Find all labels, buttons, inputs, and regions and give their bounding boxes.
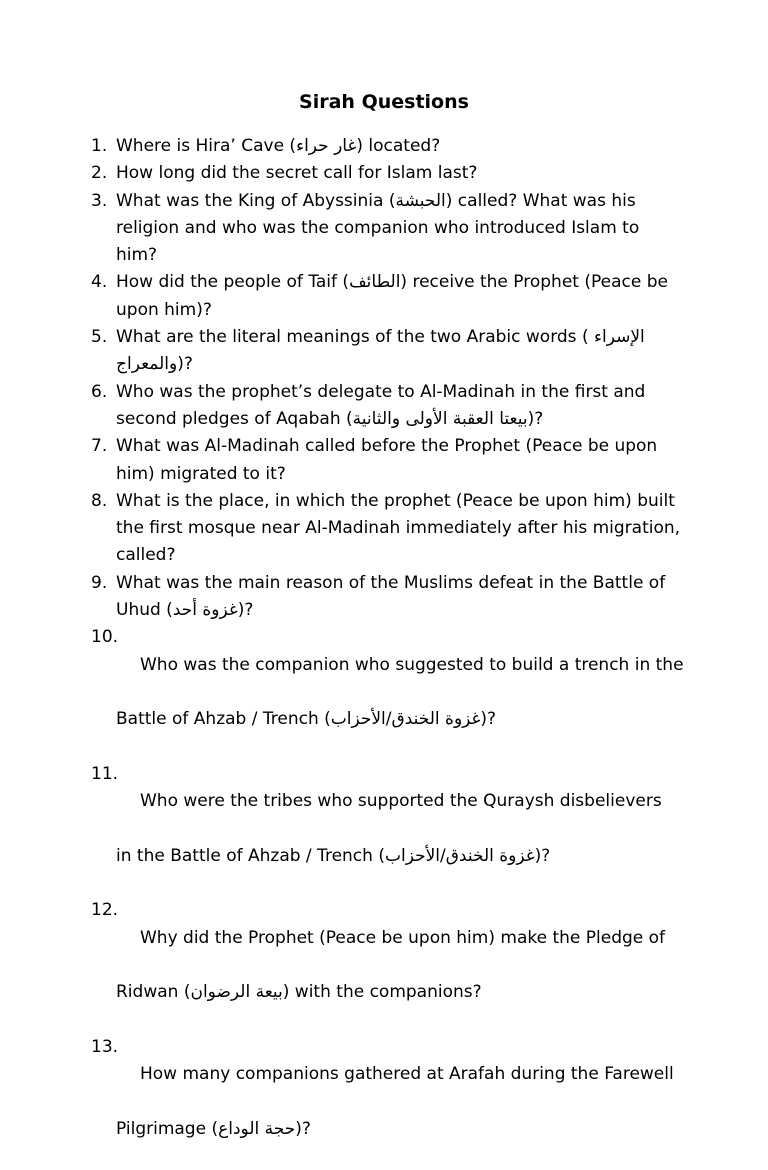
question-number: 5. xyxy=(91,327,108,348)
question-item-13 xyxy=(91,1034,691,1170)
page-title: Sirah Questions xyxy=(299,91,469,113)
question-number: 9. xyxy=(91,572,108,593)
question-item-6 xyxy=(91,379,691,434)
question-text: What is the place, in which the prophet (Peace be upon him) built the first mosque near Al-Madinah immediately after his migration, called? xyxy=(116,490,681,566)
question-item-10 xyxy=(91,624,691,760)
question-item-11 xyxy=(91,761,691,897)
question-text-continuation: in the Battle of Ahzab / Trench (غزوة الخندق/الأحزاب)? xyxy=(116,845,551,866)
question-number: 13. xyxy=(91,1036,119,1057)
question-number: 4. xyxy=(91,272,108,293)
question-text: Why did the Prophet (Peace be upon him) make the Pledge of xyxy=(140,927,666,948)
question-list xyxy=(91,133,691,1170)
question-text: How long did the secret call for Islam last? xyxy=(116,163,478,184)
question-item-4 xyxy=(91,269,691,324)
question-number: 10. xyxy=(91,627,119,648)
question-text-continuation: Battle of Ahzab / Trench (غزوة الخندق/الأحزاب)? xyxy=(116,709,497,730)
question-text-continuation: Pilgrimage (حجة الوداع)? xyxy=(116,1118,311,1139)
question-number: 12. xyxy=(91,900,119,921)
question-text-group xyxy=(116,897,691,1033)
question-text: How did the people of Taif (الطائف) receive the Prophet (Peace be upon him)? xyxy=(116,272,668,320)
question-text: What was the main reason of the Muslims defeat in the Battle of Uhud (غزوة أحد)? xyxy=(116,572,666,621)
question-item-8 xyxy=(91,488,691,570)
question-item-1 xyxy=(91,133,691,160)
question-number: 8. xyxy=(91,490,108,511)
question-text-continuation: Ridwan (بيعة الرضوان) with the companions? xyxy=(116,982,482,1003)
question-item-9 xyxy=(91,570,691,625)
question-item-7 xyxy=(91,433,691,488)
question-number: 2. xyxy=(91,163,108,184)
question-text: What was the King of Abyssinia (الحبشة) called? What was his religion and who was the companion who introduced Islam to him? xyxy=(116,190,640,266)
question-text: What are the literal meanings of the two Arabic words ( الإسراء والمعراج)? xyxy=(116,327,645,375)
question-text-group xyxy=(116,761,691,897)
question-text: Who was the companion who suggested to build a trench in the xyxy=(140,654,684,675)
question-text: What was Al-Madinah called before the Prophet (Peace be upon him) migrated to it? xyxy=(116,436,658,484)
question-item-12 xyxy=(91,897,691,1033)
question-number: 11. xyxy=(91,763,119,784)
question-item-3 xyxy=(91,188,691,270)
question-text: Where is Hira’ Cave (غار حراء) located? xyxy=(116,136,441,156)
question-item-2 xyxy=(91,160,691,187)
question-number: 6. xyxy=(91,381,108,402)
question-text: Who were the tribes who supported the Quraysh disbelievers xyxy=(140,791,662,812)
question-number: 1. xyxy=(91,136,108,156)
question-text: Who was the prophet’s delegate to Al-Madinah in the first and second pledges of Aqabah (بيعتا العقبة الأولى والثانية)? xyxy=(116,381,646,429)
question-item-5 xyxy=(91,324,691,379)
question-text-group xyxy=(116,624,691,760)
question-text-group xyxy=(116,1034,691,1170)
question-text: How many companions gathered at Arafah during the Farewell xyxy=(140,1064,674,1085)
question-number: 7. xyxy=(91,436,108,457)
question-number: 3. xyxy=(91,190,108,211)
